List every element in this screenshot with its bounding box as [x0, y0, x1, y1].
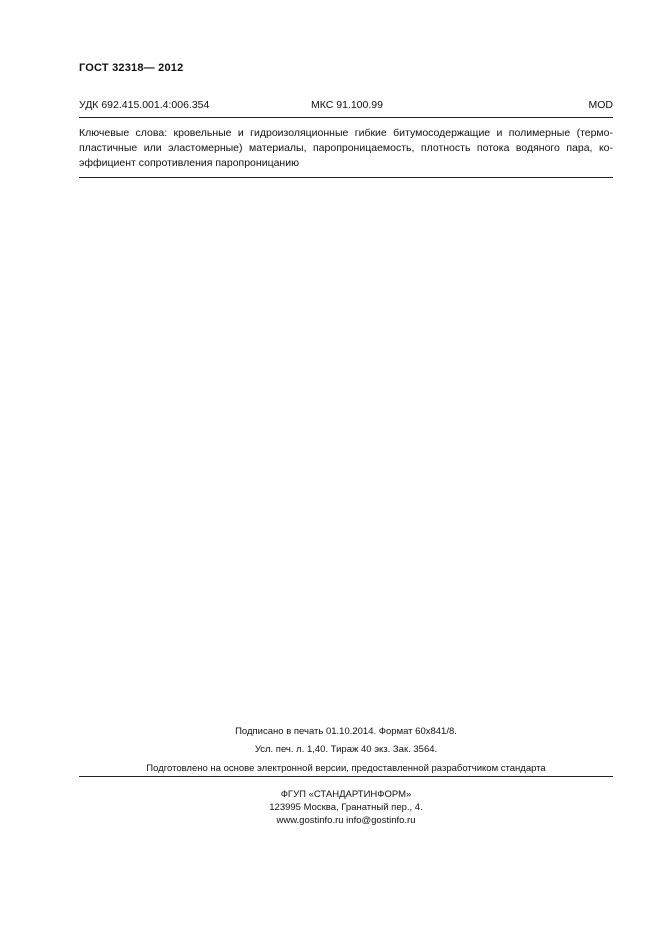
publisher-contacts: www.gostinfo.ru info@gostinfo.ru: [276, 815, 416, 826]
publisher-name: ФГУП «СТАНДАРТИНФОРМ»: [280, 789, 412, 800]
classification-row: [79, 99, 613, 111]
divider-imprint: [79, 776, 613, 777]
prepared-note: Подготовлено на основе электронной версии, предоставленной разработчиком стандарта: [146, 763, 546, 774]
publisher-address: 123995 Москва, Гранатный пер., 4.: [269, 802, 423, 813]
signed-for-print: Подписано в печать 01.10.2014. Формат 60x841/8.: [235, 726, 457, 737]
mks-code: МКС 91.100.99: [311, 99, 383, 111]
udk-code: УДК 692.415.001.4:006.354: [79, 99, 210, 111]
divider-keywords: [79, 177, 613, 178]
mod-marker: MOD: [588, 99, 613, 111]
print-info: Усл. печ. л. 1,40. Тираж 40 экз. Зак. 3564.: [254, 744, 438, 755]
publisher-block: [79, 788, 613, 827]
standard-number: ГОСТ 32318— 2012: [79, 62, 184, 74]
keywords-paragraph: Ключевые слова: кровельные и гидроизоляционные гибкие битумосодержащие и полимерные (термо-пластичные или эластомерные) материалы, паропроницаемость, плотность потока водяного пара, ко-эффициент сопротивления паропроницанию: [79, 127, 613, 169]
divider-top: [79, 117, 613, 118]
